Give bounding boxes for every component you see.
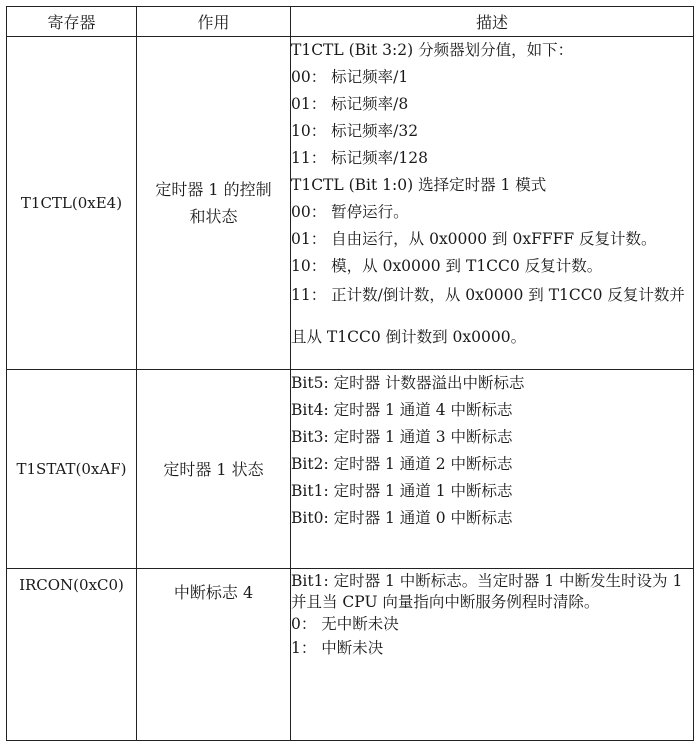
function-text: 定时器 1 的控制和状态	[155, 180, 272, 226]
header-row	[7, 7, 694, 37]
desc-line: 0： 无中断未决	[291, 615, 399, 633]
description-cell	[291, 569, 694, 741]
desc-line: Bit0: 定时器 1 通道 0 中断标志	[291, 509, 513, 527]
description-cell	[291, 370, 694, 569]
desc-line: 11： 正计数/倒计数，从 0x0000 到 T1CC0 反复计数并	[291, 286, 685, 304]
description-cell	[291, 37, 694, 370]
desc-line: 01： 标记频率/8	[291, 95, 409, 113]
desc-line: Bit1: 定时器 1 通道 1 中断标志	[291, 482, 513, 500]
header-function: 作用	[137, 7, 291, 37]
desc-line: Bit2: 定时器 1 通道 2 中断标志	[291, 455, 513, 473]
desc-line: T1CTL (Bit 1:0) 选择定时器 1 模式	[291, 176, 547, 194]
desc-line: 00： 标记频率/1	[291, 68, 409, 86]
table-row-t1ctl	[7, 37, 694, 370]
register-cell: IRCON(0xC0)	[7, 569, 137, 741]
desc-line: Bit4: 定时器 1 通道 4 中断标志	[291, 401, 513, 419]
desc-line: Bit1: 定时器 1 中断标志。当定时器 1 中断发生时设为 1	[291, 572, 683, 590]
register-cell: T1STAT(0xAF)	[7, 370, 137, 569]
desc-line: 10： 模，从 0x0000 到 T1CC0 反复计数。	[291, 257, 603, 275]
function-cell	[137, 569, 291, 741]
desc-line: 并且当 CPU 向量指向中断服务例程时清除。	[291, 593, 600, 611]
register-table	[6, 6, 694, 741]
function-text: 中断标志 4	[173, 583, 254, 602]
desc-line: 11： 标记频率/128	[291, 149, 428, 167]
desc-line: T1CTL (Bit 3:2) 分频器划分值，如下：	[291, 41, 574, 59]
desc-line: 10： 标记频率/32	[291, 122, 419, 140]
table-row-ircon	[7, 569, 694, 741]
desc-line: 00： 暂停运行。	[291, 203, 409, 221]
desc-line: Bit5: 定时器 计数器溢出中断标志	[291, 374, 525, 392]
header-register: 寄存器	[7, 7, 137, 37]
desc-line: Bit3: 定时器 1 通道 3 中断标志	[291, 428, 513, 446]
desc-line: 1： 中断未决	[291, 639, 384, 657]
register-cell: T1CTL(0xE4)	[7, 37, 137, 370]
function-cell	[137, 37, 291, 370]
desc-line: 且从 T1CC0 倒计数到 0x0000。	[291, 328, 527, 346]
header-description: 描述	[291, 7, 694, 37]
function-cell: 定时器 1 状态	[137, 370, 291, 569]
table-row-t1stat	[7, 370, 694, 569]
desc-line: 01： 自由运行，从 0x0000 到 0xFFFF 反复计数。	[291, 230, 657, 248]
